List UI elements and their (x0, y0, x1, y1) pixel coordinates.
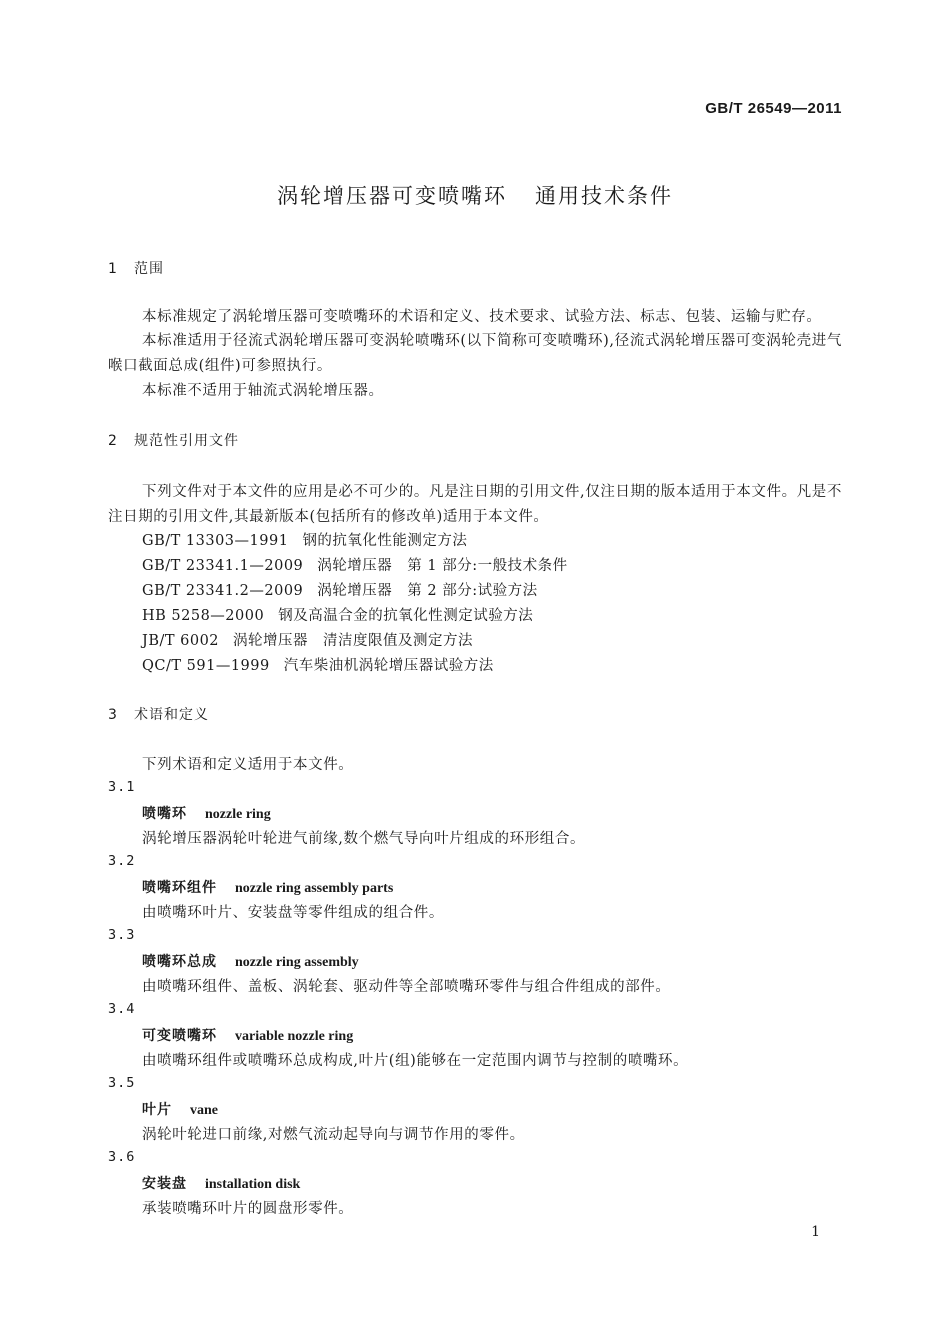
title-sub: 通用技术条件 (535, 184, 673, 208)
term-zh: 喷嘴环总成 (142, 954, 217, 970)
term-entry (142, 1025, 353, 1045)
section-number: 2 (108, 433, 118, 449)
term-definition: 由喷嘴环组件或喷嘴环总成构成,叶片(组)能够在一定范围内调节与控制的喷嘴环。 (142, 1053, 689, 1069)
term-entry (142, 951, 359, 971)
page-number: 1 (811, 1224, 820, 1240)
reference-code: QC/T 591—1999 (142, 658, 270, 674)
section-number: 1 (108, 261, 118, 277)
term-definition: 涡轮叶轮进口前缘,对燃气流动起导向与调节作用的零件。 (142, 1127, 525, 1143)
reference-title: 钢及高温合金的抗氧化性测定试验方法 (278, 608, 534, 624)
section-heading-references (108, 430, 239, 450)
clause-number: 3.3 (108, 927, 136, 943)
term-definition: 由喷嘴环叶片、安装盘等零件组成的组合件。 (142, 905, 444, 921)
paragraph: 本标准规定了涡轮增压器可变喷嘴环的术语和定义、技术要求、试验方法、标志、包装、运输与贮存。 (142, 309, 822, 325)
term-en: vane (190, 1103, 218, 1118)
section-title: 规范性引用文件 (134, 433, 239, 449)
term-entry (142, 877, 393, 897)
reference-title: 汽车柴油机涡轮增压器试验方法 (283, 658, 494, 674)
reference-item (142, 529, 467, 550)
term-zh: 叶片 (142, 1102, 172, 1118)
reference-code: GB/T 23341.2—2009 (142, 583, 304, 599)
term-en: nozzle ring assembly parts (235, 881, 394, 896)
reference-code: GB/T 13303—1991 (142, 533, 289, 549)
reference-item (142, 579, 538, 600)
clause-number: 3.1 (108, 779, 136, 795)
section-heading-terms (108, 704, 209, 724)
paragraph: 本标准不适用于轴流式涡轮增压器。 (142, 383, 384, 399)
term-entry (142, 1173, 300, 1193)
clause-number: 3.2 (108, 853, 136, 869)
reference-title: 涡轮增压器 清洁度限值及测定方法 (233, 633, 474, 649)
section-title: 范围 (134, 261, 164, 277)
term-zh: 喷嘴环组件 (142, 880, 217, 896)
paragraph: 下列术语和定义适用于本文件。 (142, 757, 354, 773)
term-en: installation disk (205, 1177, 301, 1192)
section-heading-scope (108, 258, 164, 278)
clause-number: 3.6 (108, 1149, 136, 1165)
paragraph: 本标准适用于径流式涡轮增压器可变涡轮喷嘴环(以下简称可变喷嘴环),径流式涡轮增压器可变涡轮壳进气喉口截面总成(组件)可参照执行。 (108, 333, 842, 374)
clause-number: 3.4 (108, 1001, 136, 1017)
document-title (0, 180, 950, 210)
clause-number: 3.5 (108, 1075, 136, 1091)
reference-title: 涡轮增压器 第 1 部分:一般技术条件 (317, 558, 568, 574)
reference-code: HB 5258—2000 (142, 608, 265, 624)
reference-title: 钢的抗氧化性能测定方法 (302, 533, 468, 549)
term-definition: 由喷嘴环组件、盖板、涡轮套、驱动件等全部喷嘴环零件与组合件组成的部件。 (142, 979, 671, 995)
term-en: nozzle ring (205, 807, 271, 822)
term-definition: 承装喷嘴环叶片的圆盘形零件。 (142, 1201, 354, 1217)
title-main: 涡轮增压器可变喷嘴环 (277, 184, 507, 208)
paragraph: 下列文件对于本文件的应用是必不可少的。凡是注日期的引用文件,仅注日期的版本适用于本文件。凡是不注日期的引用文件,其最新版本(包括所有的修改单)适用于本文件。 (108, 484, 842, 525)
term-entry (142, 1099, 218, 1119)
section-title: 术语和定义 (134, 707, 209, 723)
term-en: variable nozzle ring (235, 1029, 354, 1044)
standard-number: GB/T 26549—2011 (705, 100, 842, 117)
reference-code: JB/T 6002 (142, 633, 220, 649)
reference-item (142, 554, 568, 575)
term-en: nozzle ring assembly (235, 955, 359, 970)
section-number: 3 (108, 707, 118, 723)
reference-code: GB/T 23341.1—2009 (142, 558, 304, 574)
term-entry (142, 803, 271, 823)
term-definition: 涡轮增压器涡轮叶轮进气前缘,数个燃气导向叶片组成的环形组合。 (142, 831, 586, 847)
term-zh: 喷嘴环 (142, 806, 187, 822)
reference-title: 涡轮增压器 第 2 部分:试验方法 (317, 583, 538, 599)
term-zh: 可变喷嘴环 (142, 1028, 217, 1044)
reference-item (142, 629, 473, 650)
reference-item (142, 654, 494, 675)
reference-item (142, 604, 533, 625)
term-zh: 安装盘 (142, 1176, 187, 1192)
